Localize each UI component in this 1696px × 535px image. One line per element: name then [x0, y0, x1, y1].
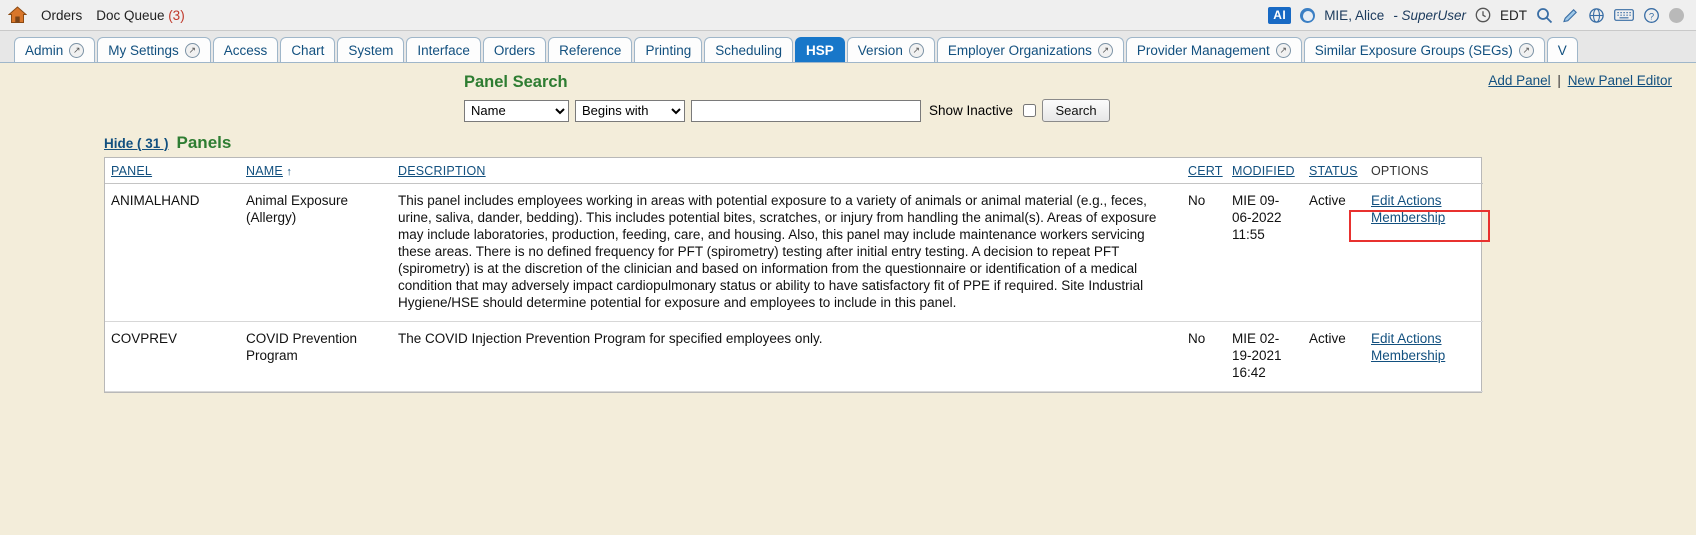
tab-admin-label: Admin	[25, 42, 64, 58]
popout-icon[interactable]: ↗	[909, 43, 924, 58]
tab-reference-label: Reference	[559, 42, 622, 58]
search-input[interactable]	[691, 100, 921, 122]
cell-options	[1365, 184, 1483, 322]
table-row	[105, 184, 1483, 322]
main-content	[0, 63, 1696, 472]
tab-system[interactable]	[337, 37, 404, 62]
column-header-panel[interactable]: PANEL	[105, 158, 240, 184]
user-role: - SuperUser	[1393, 7, 1466, 23]
top-bar-left	[8, 6, 185, 24]
search-field-select[interactable]	[464, 100, 569, 122]
nav-link-doc-queue[interactable]	[96, 8, 184, 23]
tab-scheduling-label: Scheduling	[715, 42, 783, 58]
panel-search-section	[464, 73, 1124, 122]
column-header-status[interactable]: STATUS	[1303, 158, 1365, 184]
search-operator-select[interactable]	[575, 100, 685, 122]
membership-link[interactable]: Membership	[1371, 210, 1446, 225]
top-bar	[0, 0, 1696, 31]
panels-table-container	[104, 157, 1482, 393]
cell-panel: COVPREV	[105, 322, 240, 392]
show-inactive-checkbox[interactable]	[1023, 104, 1036, 117]
doc-queue-count: (3)	[168, 7, 185, 23]
action-separator: |	[1557, 73, 1561, 88]
tab-access[interactable]	[213, 37, 279, 62]
sort-ascending-icon: ↑	[286, 166, 292, 178]
edit-actions-link[interactable]: Edit Actions	[1371, 331, 1442, 346]
doc-queue-label[interactable]: Doc Queue	[96, 7, 165, 23]
tab-version-label: Version	[857, 42, 903, 58]
tab-printing-label: Printing	[645, 42, 692, 58]
tab-provider-management[interactable]	[1126, 37, 1302, 62]
keyboard-icon[interactable]	[1614, 8, 1634, 22]
tab-similar-exposure-groups-label: Similar Exposure Groups (SEGs)	[1314, 42, 1513, 58]
tab-similar-exposure-groups[interactable]	[1304, 37, 1545, 62]
avatar	[1300, 8, 1315, 23]
column-header-options: OPTIONS	[1365, 158, 1483, 184]
ai-badge[interactable]: AI	[1268, 7, 1291, 24]
tab-hsp-label: HSP	[806, 42, 834, 58]
cell-status: Active	[1303, 322, 1365, 392]
panels-title: Panels	[176, 133, 232, 152]
column-header-description[interactable]: DESCRIPTION	[392, 158, 1182, 184]
svg-text:?: ?	[1648, 10, 1655, 22]
tab-chart-label: Chart	[291, 42, 325, 58]
user-circle-icon[interactable]	[1669, 8, 1684, 23]
new-panel-editor-link[interactable]: New Panel Editor	[1567, 73, 1672, 88]
cell-modified: MIE 09-06-2022 11:55	[1226, 184, 1303, 322]
tab-my-settings[interactable]	[97, 37, 211, 62]
tab-overflow-label: V	[1557, 42, 1567, 58]
cell-cert: No	[1182, 322, 1226, 392]
tab-version[interactable]	[847, 37, 935, 62]
tab-reference[interactable]	[548, 37, 632, 62]
right-edge-filler	[1690, 63, 1696, 535]
pencil-icon[interactable]	[1562, 7, 1579, 24]
cell-cert: No	[1182, 184, 1226, 322]
tab-my-settings-label: My Settings	[108, 42, 179, 58]
cell-panel: ANIMALHAND	[105, 184, 240, 322]
panel-search-title: Panel Search	[464, 73, 568, 91]
help-icon[interactable]	[1643, 7, 1660, 24]
column-header-name[interactable]: NAME ↑	[240, 158, 392, 184]
tab-scheduling[interactable]	[704, 37, 793, 62]
tab-chart[interactable]	[280, 37, 335, 62]
tab-employer-organizations[interactable]	[937, 37, 1124, 62]
tab-orders-label: Orders	[493, 42, 536, 58]
panel-search-controls	[464, 99, 1124, 122]
panels-header	[104, 133, 231, 153]
page-action-links	[1488, 73, 1672, 88]
search-button[interactable]: Search	[1042, 99, 1110, 122]
add-panel-link[interactable]: Add Panel	[1488, 73, 1551, 88]
tab-hsp[interactable]	[795, 37, 845, 62]
popout-icon[interactable]: ↗	[1276, 43, 1291, 58]
cell-name: COVID Prevention Program	[240, 322, 392, 392]
table-header-row	[105, 158, 1483, 184]
user-name[interactable]: MIE, Alice	[1324, 7, 1385, 23]
cell-status: Active	[1303, 184, 1365, 322]
globe-icon[interactable]	[1588, 7, 1605, 24]
hide-panels-link[interactable]: Hide ( 31 )	[104, 136, 169, 151]
popout-icon[interactable]: ↗	[185, 43, 200, 58]
home-icon[interactable]	[8, 6, 27, 24]
tab-provider-management-label: Provider Management	[1136, 42, 1270, 58]
tab-printing[interactable]	[634, 37, 702, 62]
membership-link[interactable]: Membership	[1371, 348, 1446, 363]
panels-table	[105, 158, 1483, 392]
search-icon[interactable]	[1536, 7, 1553, 24]
edit-actions-link[interactable]: Edit Actions	[1371, 193, 1442, 208]
tab-employer-organizations-label: Employer Organizations	[947, 42, 1092, 58]
cell-modified: MIE 02-19-2021 16:42	[1226, 322, 1303, 392]
cell-name: Animal Exposure (Allergy)	[240, 184, 392, 322]
tab-overflow[interactable]	[1547, 37, 1578, 62]
table-row	[105, 322, 1483, 392]
cell-options	[1365, 322, 1483, 392]
popout-icon[interactable]: ↗	[1098, 43, 1113, 58]
show-inactive-label: Show Inactive	[929, 103, 1014, 118]
tab-interface-label: Interface	[417, 42, 470, 58]
popout-icon[interactable]: ↗	[69, 43, 84, 58]
tab-admin[interactable]	[14, 37, 95, 62]
column-header-cert[interactable]: CERT	[1182, 158, 1226, 184]
top-bar-right	[1268, 7, 1688, 24]
tab-system-label: System	[348, 42, 394, 58]
clock-icon[interactable]	[1475, 7, 1491, 23]
tab-strip	[0, 31, 1696, 63]
nav-link-orders[interactable]: Orders	[41, 7, 83, 23]
cell-description: The COVID Injection Prevention Program for specified employees only.	[392, 322, 1182, 392]
timezone-label: EDT	[1500, 7, 1527, 23]
tab-access-label: Access	[223, 42, 268, 58]
tab-interface[interactable]	[406, 37, 481, 62]
tab-orders[interactable]	[483, 37, 546, 62]
popout-icon[interactable]: ↗	[1519, 43, 1534, 58]
cell-description: This panel includes employees working in areas with potential exposure to a variety of animals or animal material (e.g., feces, urine, saliva, dander, bedding). This includes potential bites, scratches, or injury from handling the animal(s). Areas of exposure may include laboratories, production, feeding, care, and housing. Also, this panel may include maintenance workers servicing these areas. There is no defined frequency for PFT (spirometry) testing after initial entry testing. A decision to repeat PFT (spirometry) is at the discretion of the clinician and based on information from the questionnaire or identification of a medical condition that may adversely impact cardiopulmonary status or ability to have satisfactory fit of PPE if required. Site Industrial Hygiene/HSE should determine potential for exposure and employees to include in this panel.	[392, 184, 1182, 322]
column-header-modified[interactable]: MODIFIED	[1226, 158, 1303, 184]
